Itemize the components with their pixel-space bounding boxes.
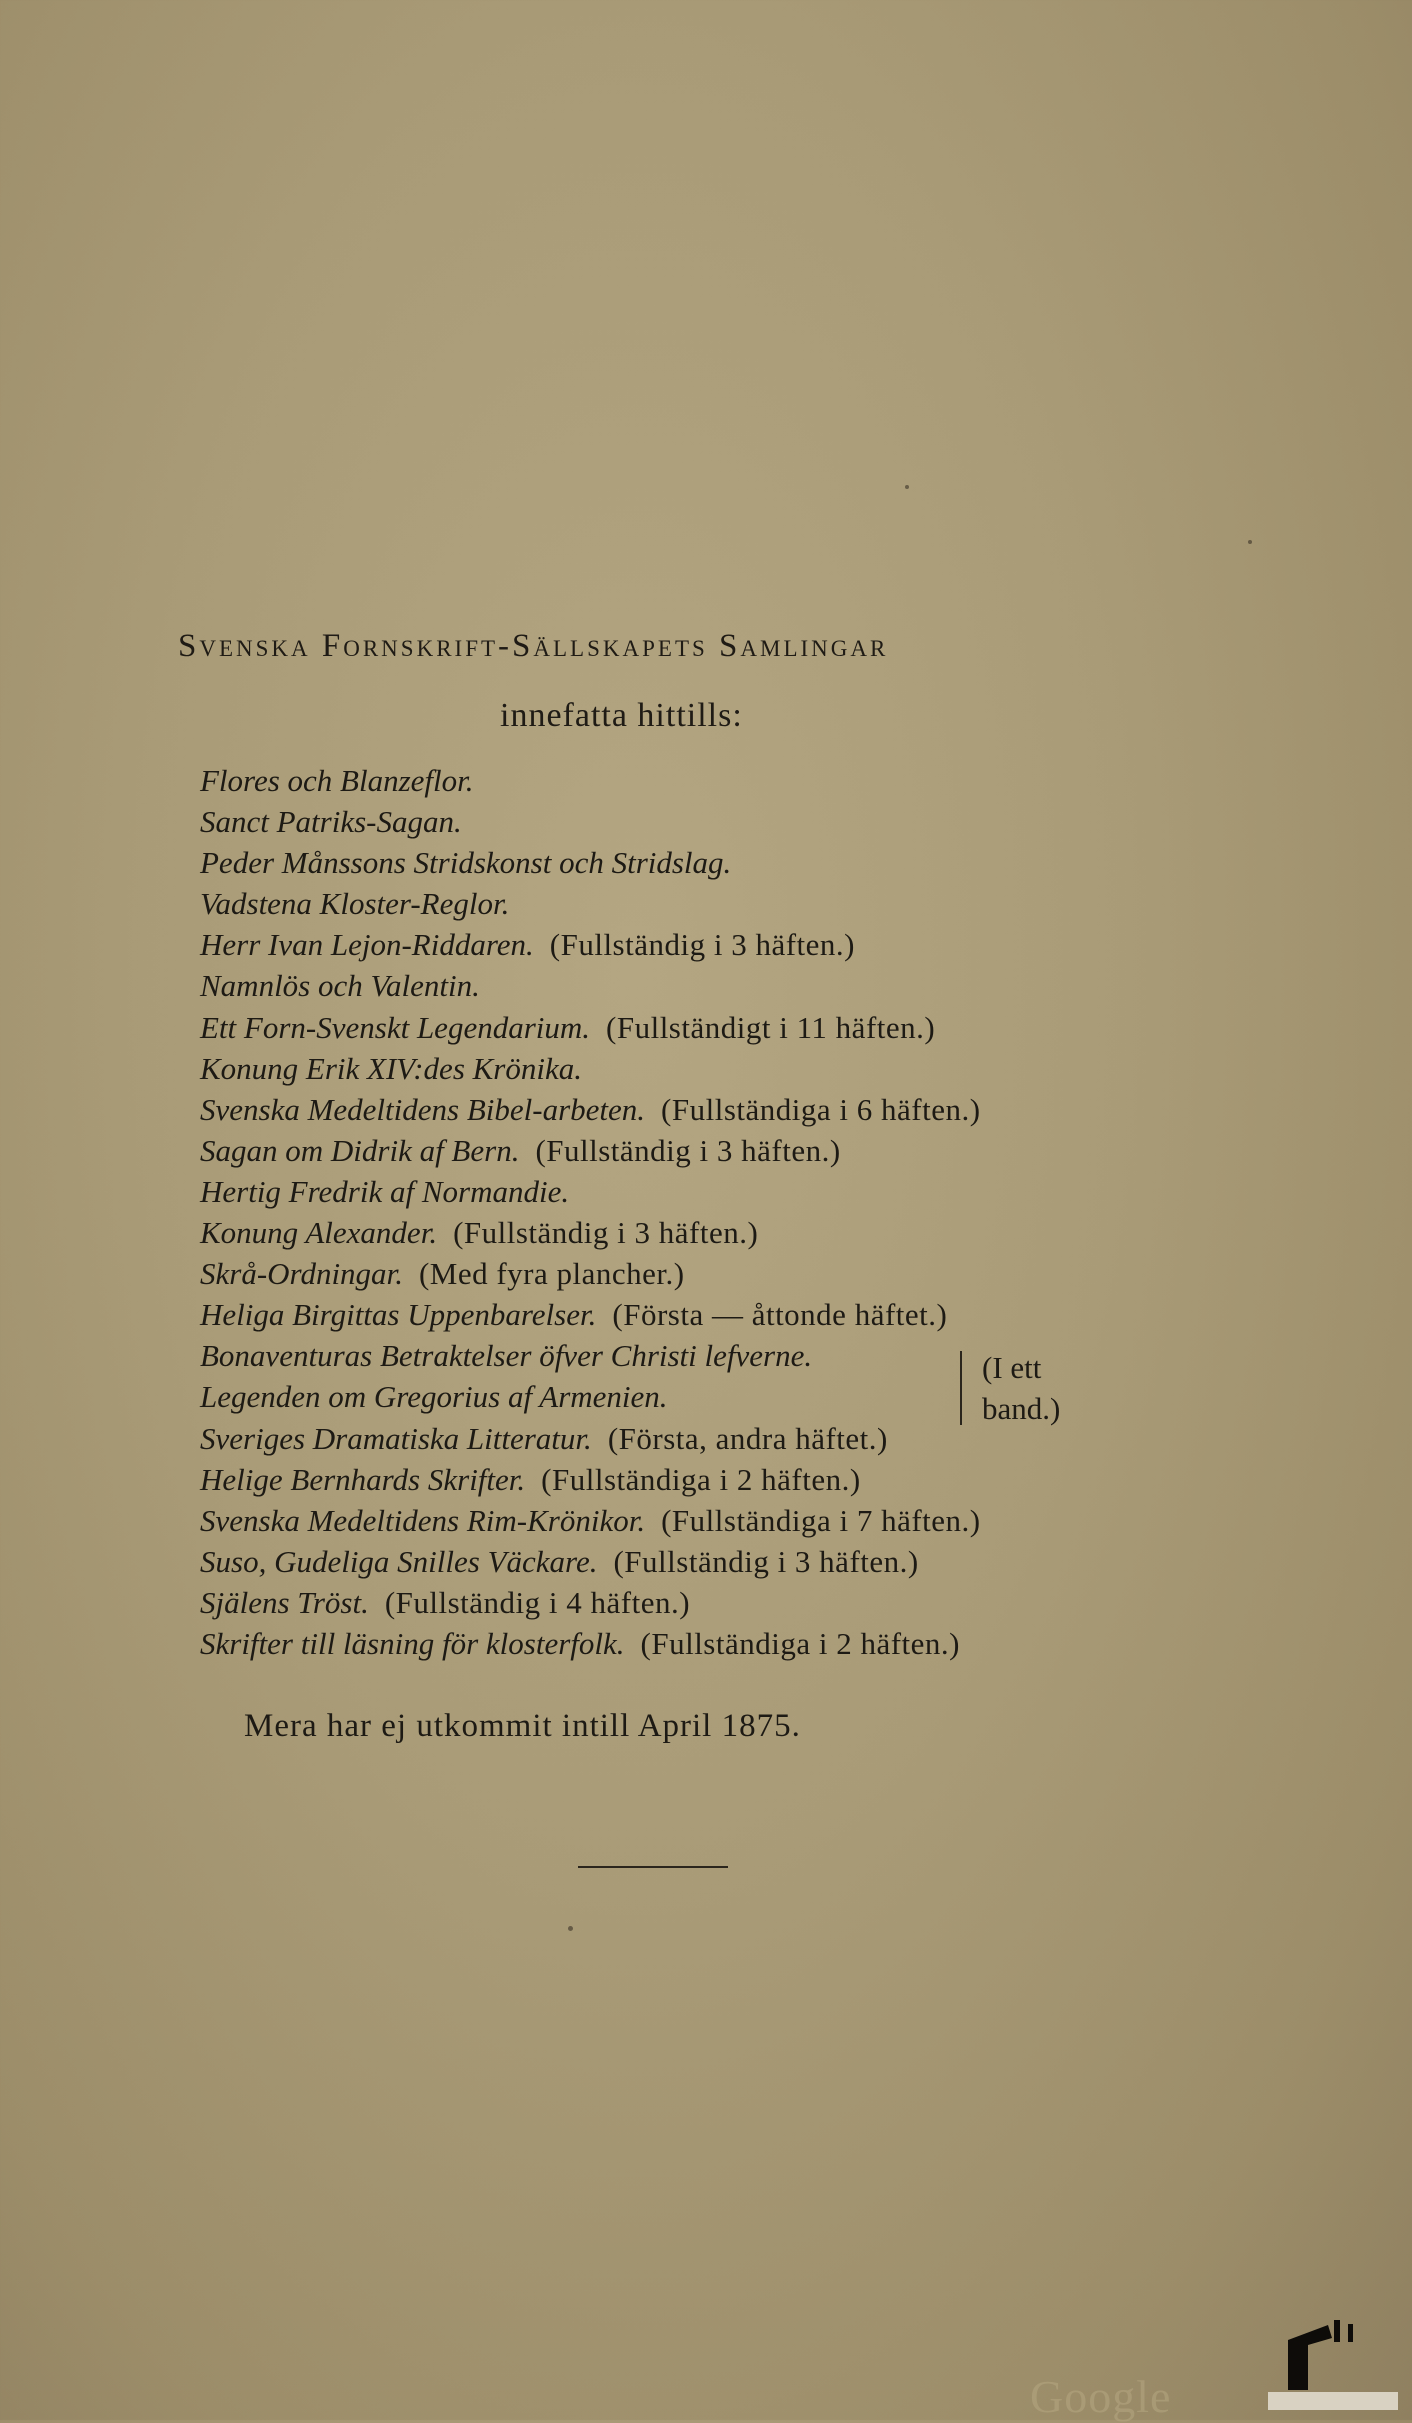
entry-note: (Fullständig i 3 häften.) [549,927,855,963]
list-item [200,1212,981,1253]
entry-title: Svenska Medeltidens Bibel-arbeten. [200,1091,646,1127]
entry-title: Legenden om Gregorius af Armenien. [200,1379,668,1415]
entry-title: Hertig Fredrik af Normandie. [200,1173,570,1209]
entry-title: Ett Forn-Svenskt Legendarium. [200,1009,591,1045]
list-item [200,965,981,1006]
publication-list [200,760,981,1664]
list-item [200,1582,981,1623]
entry-note: (Fullständiga i 7 häften.) [661,1502,981,1538]
list-item [200,1171,981,1212]
list-item [200,1623,981,1664]
page-subheading: innefatta hittills: [500,697,743,734]
page-heading: Svenska Fornskrift-Sällskapets Samlingar [178,628,889,664]
entry-note: (Med fyra plancher.) [418,1256,685,1292]
entry-title: Vadstena Kloster-Reglor. [200,886,510,922]
list-item [200,1253,981,1294]
entry-title: Peder Månssons Stridskonst och Stridslag. [200,845,732,881]
entry-note: (Fullständiga i 2 häften.) [541,1461,861,1497]
entry-title: Själens Tröst. [200,1584,369,1620]
entry-note: (Fullständig i 3 häften.) [535,1132,841,1168]
entry-note: (Första — åttonde häftet.) [612,1297,948,1333]
entry-title: Bonaventuras Betraktelser öfver Christi lefverne. [200,1338,813,1374]
list-item [200,1376,981,1417]
brace-note-line-1: (I ett [982,1350,1042,1385]
entry-title: Konung Alexander. [200,1215,438,1251]
entry-note: (Första, andra häftet.) [607,1420,888,1456]
list-item [200,1335,981,1376]
entry-note: (Fullständig i 3 häften.) [613,1543,919,1579]
entry-title: Sanct Patriks-Sagan. [200,804,462,840]
list-item [200,1294,981,1335]
entry-title: Suso, Gudeliga Snilles Väckare. [200,1543,598,1579]
divider-rule [578,1866,728,1868]
list-item [200,842,981,883]
entry-note: (Fullständigt i 11 häften.) [606,1009,936,1045]
list-item [200,1130,981,1171]
entry-title: Skrifter till läsning för klosterfolk. [200,1625,625,1661]
list-item [200,1541,981,1582]
list-item [200,801,981,842]
entry-note: (Fullständiga i 2 häften.) [640,1625,961,1661]
entry-title: Helige Bernhards Skrifter. [200,1461,526,1497]
entry-note: (Fullständiga i 6 häften.) [661,1091,981,1127]
entry-title: Konung Erik XIV:des Krönika. [200,1050,582,1086]
entry-title: Namnlös och Valentin. [200,968,480,1004]
scan-corner-artifact [1268,2300,1398,2410]
scan-watermark: Google [1030,2371,1172,2422]
paper-speck [1248,540,1252,544]
brace-mark [960,1351,970,1425]
list-item [200,924,981,965]
list-item [200,1459,981,1500]
list-item [200,760,981,801]
entry-title: Svenska Medeltidens Rim-Krönikor. [200,1502,646,1538]
entry-title: Heliga Birgittas Uppenbarelser. [200,1297,597,1333]
paper-speck [568,1926,573,1931]
paper-speck [905,485,909,489]
entry-title: Flores och Blanzeflor. [200,763,474,798]
publication-status-note: Mera har ej utkommit intill April 1875. [244,1708,801,1744]
list-item [200,1048,981,1089]
entry-title: Skrå-Ordningar. [200,1256,403,1292]
list-item [200,883,981,924]
entry-title: Sagan om Didrik af Bern. [200,1132,520,1168]
list-item [200,1007,981,1048]
entry-title: Herr Ivan Lejon-Riddaren. [200,927,534,963]
list-item [200,1089,981,1130]
entry-note: (Fullständig i 4 häften.) [384,1584,691,1620]
list-item [200,1418,981,1459]
brace-text [982,1347,1060,1429]
entry-note: (Fullständig i 3 häften.) [453,1215,759,1251]
brace-note-line-2: band.) [982,1391,1061,1426]
list-item [200,1500,981,1541]
entry-title: Sveriges Dramatiska Litteratur. [200,1420,592,1456]
